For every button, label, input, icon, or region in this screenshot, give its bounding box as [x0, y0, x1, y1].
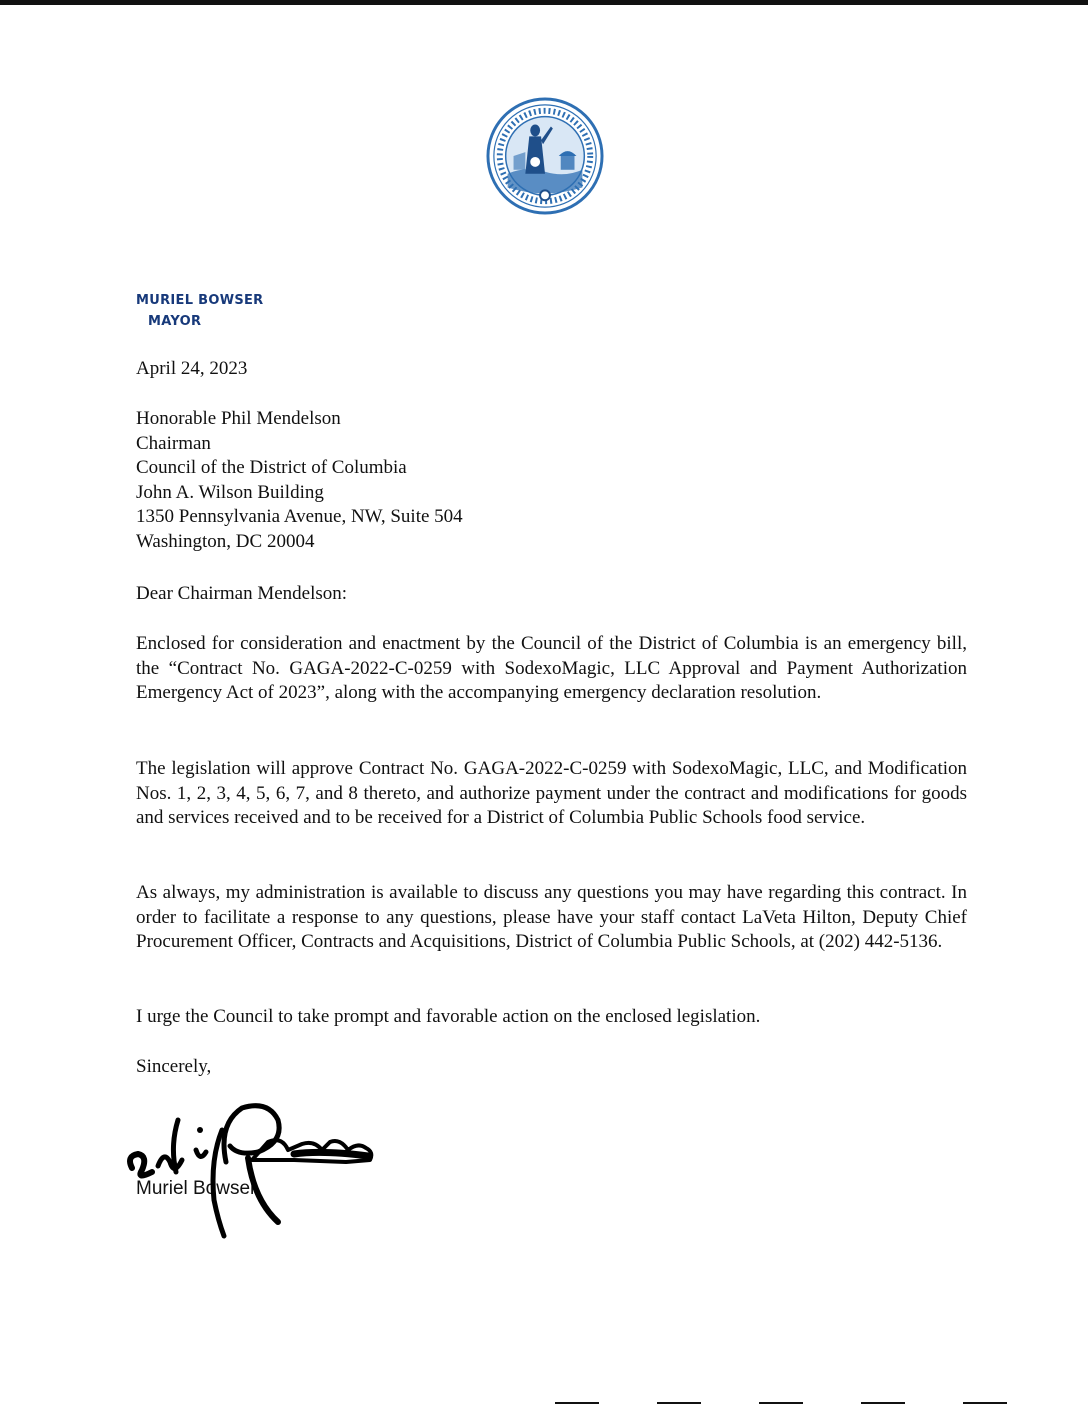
recipient-line: Council of the District of Columbia [136, 457, 407, 478]
closing: Sincerely, [136, 1056, 212, 1077]
handwritten-signature-icon [118, 1090, 398, 1250]
recipient-line: Washington, DC 20004 [136, 530, 315, 552]
dc-seal-icon [486, 97, 604, 215]
top-edge-rule [0, 0, 1088, 5]
body-paragraph: The legislation will approve Contract No. GAGA-2022-C-0259 with SodexoMagic, LLC, and Modification Nos. 1, 2, 3, 4, 5, 6, 7, and 8 thereto, and authorize payment under the contract and modifications for goods and services received and to be received for a District of Columbia Public Schools food service. [136, 758, 967, 828]
body-paragraph: I urge the Council to take prompt and favorable action on the enclosed legislation. [136, 1006, 761, 1027]
mayor-name: MURIEL BOWSER [136, 293, 264, 308]
footer-rule [555, 1402, 1065, 1405]
signer-printed-name: Muriel Bowser [136, 1178, 257, 1199]
salutation: Dear Chairman Mendelson: [136, 583, 348, 604]
body-paragraph: As always, my administration is available to discuss any questions you may have regarding this contract. In order to facilitate a response to any questions, please have your staff contact LaVeta Hilton, Deputy Chief Procurement Officer, Contracts and Acquisitions, District of Columbia Public Schools, at (202) 442-5136. [136, 882, 967, 952]
recipient-line: 1350 Pennsylvania Avenue, NW, Suite 504 [136, 506, 463, 527]
letter-date: April 24, 2023 [136, 358, 248, 379]
recipient-line: Honorable Phil Mendelson [136, 408, 341, 429]
letterhead [136, 290, 266, 332]
recipient-address [136, 407, 967, 554]
recipient-line: Chairman [136, 432, 211, 454]
recipient-line: John A. Wilson Building [136, 481, 324, 503]
mayor-title: MAYOR [148, 314, 202, 329]
body-paragraph: Enclosed for consideration and enactment by the Council of the District of Columbia is an emergency bill, the “Contract No. GAGA-2022-C-0259 with SodexoMagic, LLC Approval and Payment Authorization Emergency Act of 2023”, along with the accompanying emergency declaration resolution. [136, 633, 967, 703]
